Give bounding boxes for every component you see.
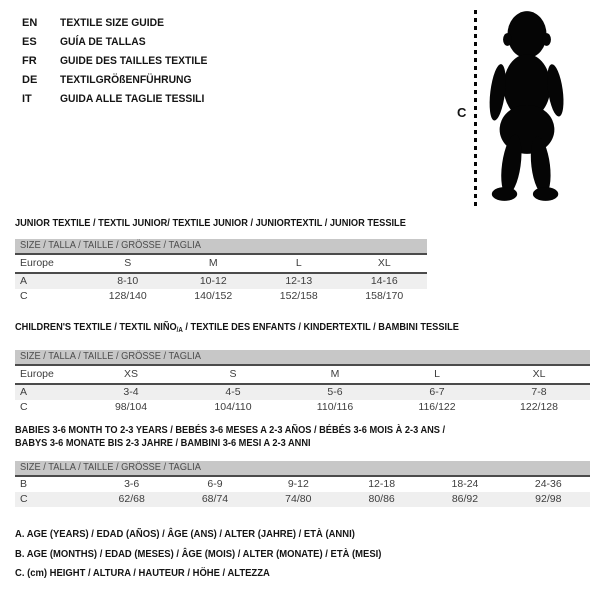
title-text: BABYS 3-6 MONATE BIS 2-3 JAHRE / BAMBINI 3-6 MESI A 2-3 ANNI	[15, 437, 311, 449]
cell-value: 110/116	[316, 401, 354, 413]
cell-value: 152/158	[279, 290, 318, 302]
cell-value: 9-12	[287, 478, 309, 490]
cell-value: 158/170	[365, 290, 404, 302]
language-row	[22, 33, 217, 52]
size-section-children	[15, 321, 590, 415]
table-row	[15, 274, 427, 289]
cell-value: 6-9	[207, 478, 223, 490]
height-dashed-line	[474, 10, 477, 207]
section-title	[15, 424, 590, 450]
language-label: GUÍA DE TALLAS	[60, 36, 146, 48]
language-label: TEXTILGRÖßENFÜHRUNG	[60, 74, 192, 86]
title-text: BABIES 3-6 MONTH TO 2-3 YEARS / BEBÉS 3-6 MESES A 2-3 AÑOS / BÉBÉS 3-6 MOIS À 2-3 ANS /	[15, 424, 446, 436]
size-section-babies	[15, 424, 590, 507]
size-section-junior	[15, 217, 459, 304]
section-title-line	[15, 321, 521, 337]
cell-value: 68/74	[201, 493, 229, 505]
size-header-bar-text: SIZE / TALLA / TAILLE / GRÖSSE / TAGLIA	[20, 351, 201, 362]
cell-value: 4-5	[225, 386, 241, 398]
language-code: DE	[22, 74, 38, 86]
section-title-line	[15, 424, 521, 437]
row-label: A	[20, 386, 28, 398]
cell-value: 104/110	[214, 401, 252, 413]
cell-value: 86/92	[451, 493, 479, 505]
footnote: A. AGE (YEARS) / EDAD (AÑOS) / ÂGE (ANS) / ALTER (JAHRE) / ETÀ (ANNI)	[15, 528, 355, 540]
size-header-bar-text: SIZE / TALLA / TAILLE / GRÖSSE / TAGLIA	[20, 240, 201, 251]
language-row	[22, 71, 217, 90]
cell-value: 5-6	[327, 386, 343, 398]
title-text: CHILDREN'S TEXTILE / TEXTIL NIÑO	[15, 321, 177, 333]
column-header: M	[330, 368, 340, 380]
table-row	[15, 400, 590, 415]
cell-value: 12-18	[368, 478, 396, 490]
column-header: L	[434, 368, 440, 380]
cell-value: 116/122	[418, 401, 456, 413]
cell-value: 62/68	[118, 493, 145, 505]
toddler-silhouette-icon	[483, 6, 571, 206]
language-label: GUIDA ALLE TAGLIE TESSILI	[60, 93, 205, 105]
language-row	[22, 90, 217, 109]
section-title	[15, 321, 590, 337]
cell-value: 18-24	[451, 478, 479, 490]
table-header-row	[15, 366, 590, 385]
size-table	[15, 461, 590, 507]
cell-value: 24-36	[534, 478, 562, 490]
title-text: / TEXTILE DES ENFANTS / KINDERTEXTIL / BAMBINI TESSILE	[182, 321, 459, 333]
table-row	[15, 289, 427, 304]
column-header: L	[295, 257, 302, 269]
language-label: GUIDE DES TAILLES TEXTILE	[60, 55, 208, 67]
cell-value: 92/98	[535, 493, 562, 505]
cell-value: 140/152	[194, 290, 233, 302]
language-code: ES	[22, 36, 37, 48]
table-row	[15, 385, 590, 400]
size-header-bar	[15, 461, 590, 477]
column-header: M	[208, 257, 218, 269]
cell-value: 6-7	[429, 386, 445, 398]
size-header-bar-text: SIZE / TALLA / TAILLE / GRÖSSE / TAGLIA	[20, 462, 201, 473]
section-title-line	[15, 217, 406, 230]
table-row	[15, 492, 590, 507]
cell-value: 122/128	[520, 401, 558, 413]
cell-value: 7-8	[531, 386, 547, 398]
cell-value: 12-13	[285, 275, 313, 287]
cell-value: 10-12	[199, 275, 227, 287]
footnote: C. (cm) HEIGHT / ALTURA / HAUTEUR / HÖHE / ALTEZZA	[15, 567, 270, 579]
language-list	[22, 14, 217, 109]
column-header: XL	[377, 257, 391, 269]
height-dimension-label: C	[457, 105, 467, 120]
language-row	[22, 14, 217, 33]
language-row	[22, 52, 217, 71]
language-code: IT	[22, 93, 32, 105]
column-header: XL	[532, 368, 546, 380]
cell-value: 98/104	[114, 401, 148, 413]
footnote: B. AGE (MONTHS) / EDAD (MESES) / ÂGE (MOIS) / ALTER (MONATE) / ETÀ (MESI)	[15, 547, 382, 560]
column-header: XS	[123, 368, 138, 380]
size-header-bar	[15, 350, 590, 366]
size-table	[15, 350, 590, 415]
language-code: FR	[22, 55, 37, 67]
row-label: C	[20, 290, 28, 302]
cell-value: 14-16	[370, 275, 398, 287]
row-label: C	[20, 401, 28, 413]
row-label: A	[20, 275, 28, 287]
cell-value: 74/80	[285, 493, 312, 505]
row-label: Europe	[20, 368, 54, 380]
table-row	[15, 477, 590, 492]
cell-value: 80/86	[368, 493, 395, 505]
language-code: EN	[22, 17, 38, 29]
cell-value: 3-4	[123, 386, 139, 398]
table-header-row	[15, 255, 427, 274]
column-header: S	[124, 257, 132, 269]
row-label: C	[20, 493, 28, 505]
language-label: TEXTILE SIZE GUIDE	[60, 17, 164, 29]
column-header: S	[229, 368, 237, 380]
size-header-bar	[15, 239, 427, 255]
title-subscript: /A	[176, 327, 183, 334]
footnotes	[15, 525, 422, 584]
section-title-line	[15, 437, 521, 450]
row-label: B	[20, 478, 28, 490]
size-table	[15, 239, 427, 304]
cell-value: 3-6	[124, 478, 140, 490]
section-title	[15, 217, 459, 230]
row-label: Europe	[20, 257, 54, 269]
title-text: JUNIOR TEXTILE / TEXTIL JUNIOR/ TEXTILE JUNIOR / JUNIORTEXTIL / JUNIOR TESSILE	[15, 217, 406, 229]
cell-value: 8-10	[117, 275, 139, 287]
cell-value: 128/140	[108, 290, 147, 302]
